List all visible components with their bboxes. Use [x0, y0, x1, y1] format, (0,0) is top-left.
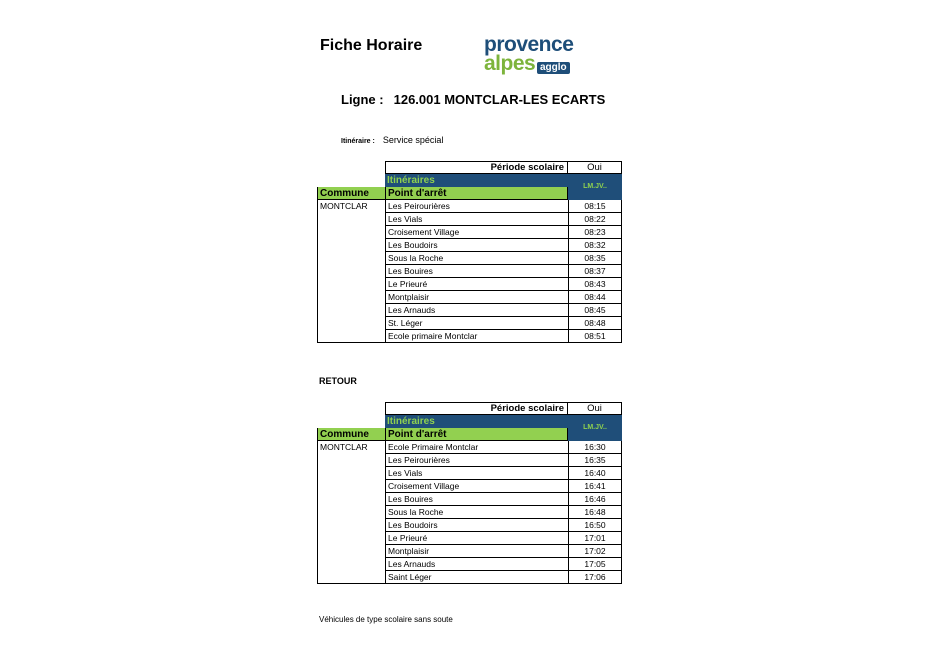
stop-name: Croisement Village	[385, 226, 568, 239]
logo-line2: alpes	[484, 52, 536, 75]
stop-time: 16:46	[568, 493, 622, 506]
periode-label: Période scolaire	[385, 402, 568, 415]
stop-row	[317, 304, 622, 317]
stop-row	[317, 571, 622, 584]
stop-row	[317, 226, 622, 239]
itineraire-label: Itinéraire :	[341, 138, 375, 145]
stop-time: 16:40	[568, 467, 622, 480]
retour-stops	[317, 441, 622, 584]
commune-cell	[317, 304, 385, 317]
commune-cell	[317, 571, 385, 584]
stop-name: Montplaisir	[385, 545, 568, 558]
aller-stops	[317, 200, 622, 343]
stop-row	[317, 467, 622, 480]
point-arret-label: Point d'arrêt	[385, 428, 568, 441]
periode-value: Oui	[568, 161, 622, 174]
days-code: LM.JV..	[568, 415, 622, 441]
stop-name: St. Léger	[385, 317, 568, 330]
stop-row	[317, 454, 622, 467]
stop-name: Les Boudoirs	[385, 519, 568, 532]
commune-cell	[317, 291, 385, 304]
periode-value: Oui	[568, 402, 622, 415]
commune-cell	[317, 467, 385, 480]
page-title: Fiche Horaire	[320, 37, 423, 54]
stop-time: 16:41	[568, 480, 622, 493]
stop-name: Les Vials	[385, 213, 568, 226]
stop-time: 08:15	[568, 200, 622, 213]
commune-cell	[317, 330, 385, 343]
stop-row	[317, 441, 622, 454]
periode-label: Période scolaire	[385, 161, 568, 174]
stop-time: 08:32	[568, 239, 622, 252]
line-label: Ligne :	[341, 92, 384, 107]
stop-name: Les Peirourières	[385, 454, 568, 467]
stop-row	[317, 291, 622, 304]
stop-time: 16:48	[568, 506, 622, 519]
stop-row	[317, 545, 622, 558]
header-band	[317, 174, 622, 200]
stop-row	[317, 506, 622, 519]
footer-note: Véhicules de type scolaire sans soute	[319, 615, 453, 624]
stop-row	[317, 265, 622, 278]
stop-row	[317, 213, 622, 226]
stop-time: 08:48	[568, 317, 622, 330]
itineraires-label: Itinéraires	[385, 174, 568, 187]
stop-name: Les Arnauds	[385, 304, 568, 317]
point-arret-label: Point d'arrêt	[385, 187, 568, 200]
stop-row	[317, 330, 622, 343]
stop-name: Sous la Roche	[385, 506, 568, 519]
commune-cell	[317, 493, 385, 506]
stop-name: Les Bouires	[385, 265, 568, 278]
stop-row	[317, 558, 622, 571]
commune-label: Commune	[317, 428, 385, 441]
stop-name: Les Peirourières	[385, 200, 568, 213]
stop-time: 17:06	[568, 571, 622, 584]
stop-time: 08:22	[568, 213, 622, 226]
schedule-table-aller	[317, 161, 622, 343]
stop-time: 08:45	[568, 304, 622, 317]
itineraire-value: Service spécial	[382, 135, 444, 145]
commune-cell	[317, 278, 385, 291]
commune-label: Commune	[317, 187, 385, 200]
commune-cell	[317, 532, 385, 545]
stop-name: Croisement Village	[385, 480, 568, 493]
commune-cell	[317, 545, 385, 558]
stop-row	[317, 239, 622, 252]
commune-cell	[317, 519, 385, 532]
periode-row	[317, 402, 622, 415]
commune-cell	[317, 506, 385, 519]
stop-name: Saint Léger	[385, 571, 568, 584]
stop-time: 17:01	[568, 532, 622, 545]
commune-name: MONTCLAR	[317, 200, 385, 213]
commune-cell	[317, 317, 385, 330]
stop-name: Montplaisir	[385, 291, 568, 304]
commune-cell	[317, 454, 385, 467]
line-value: 126.001 MONTCLAR-LES ECARTS	[393, 92, 606, 107]
stop-time: 16:50	[568, 519, 622, 532]
days-code: LM.JV..	[568, 174, 622, 200]
commune-cell	[317, 226, 385, 239]
provence-alpes-agglo-logo	[484, 35, 576, 77]
stop-time: 16:35	[568, 454, 622, 467]
line-heading	[341, 92, 605, 107]
stop-time: 17:02	[568, 545, 622, 558]
commune-cell	[317, 558, 385, 571]
stop-name: Les Bouires	[385, 493, 568, 506]
stop-name: Sous la Roche	[385, 252, 568, 265]
periode-row	[317, 161, 622, 174]
commune-cell	[317, 213, 385, 226]
retour-heading: RETOUR	[319, 376, 357, 386]
stop-row	[317, 532, 622, 545]
stop-row	[317, 519, 622, 532]
stop-name: Les Boudoirs	[385, 239, 568, 252]
header-band	[317, 415, 622, 441]
commune-cell	[317, 265, 385, 278]
stop-name: Les Vials	[385, 467, 568, 480]
stop-time: 08:37	[568, 265, 622, 278]
stop-row	[317, 200, 622, 213]
itineraires-label: Itinéraires	[385, 415, 568, 428]
stop-name: Les Arnauds	[385, 558, 568, 571]
stop-row	[317, 493, 622, 506]
stop-time: 17:05	[568, 558, 622, 571]
commune-cell	[317, 480, 385, 493]
stop-name: Le Prieuré	[385, 278, 568, 291]
stop-row	[317, 278, 622, 291]
logo-tag: agglo	[537, 62, 570, 74]
stop-time: 08:51	[568, 330, 622, 343]
itineraire-heading	[341, 135, 443, 145]
stop-row	[317, 317, 622, 330]
schedule-table-retour	[317, 402, 622, 584]
stop-name: Le Prieuré	[385, 532, 568, 545]
stop-time: 08:35	[568, 252, 622, 265]
stop-time: 08:43	[568, 278, 622, 291]
commune-cell	[317, 239, 385, 252]
stop-row	[317, 480, 622, 493]
stop-name: Ecole primaire Montclar	[385, 330, 568, 343]
logo-line1: provence	[484, 33, 574, 56]
stop-name: Ecole Primaire Montclar	[385, 441, 568, 454]
stop-time: 08:23	[568, 226, 622, 239]
stop-row	[317, 252, 622, 265]
stop-time: 08:44	[568, 291, 622, 304]
commune-name: MONTCLAR	[317, 441, 385, 454]
commune-cell	[317, 252, 385, 265]
stop-time: 16:30	[568, 441, 622, 454]
